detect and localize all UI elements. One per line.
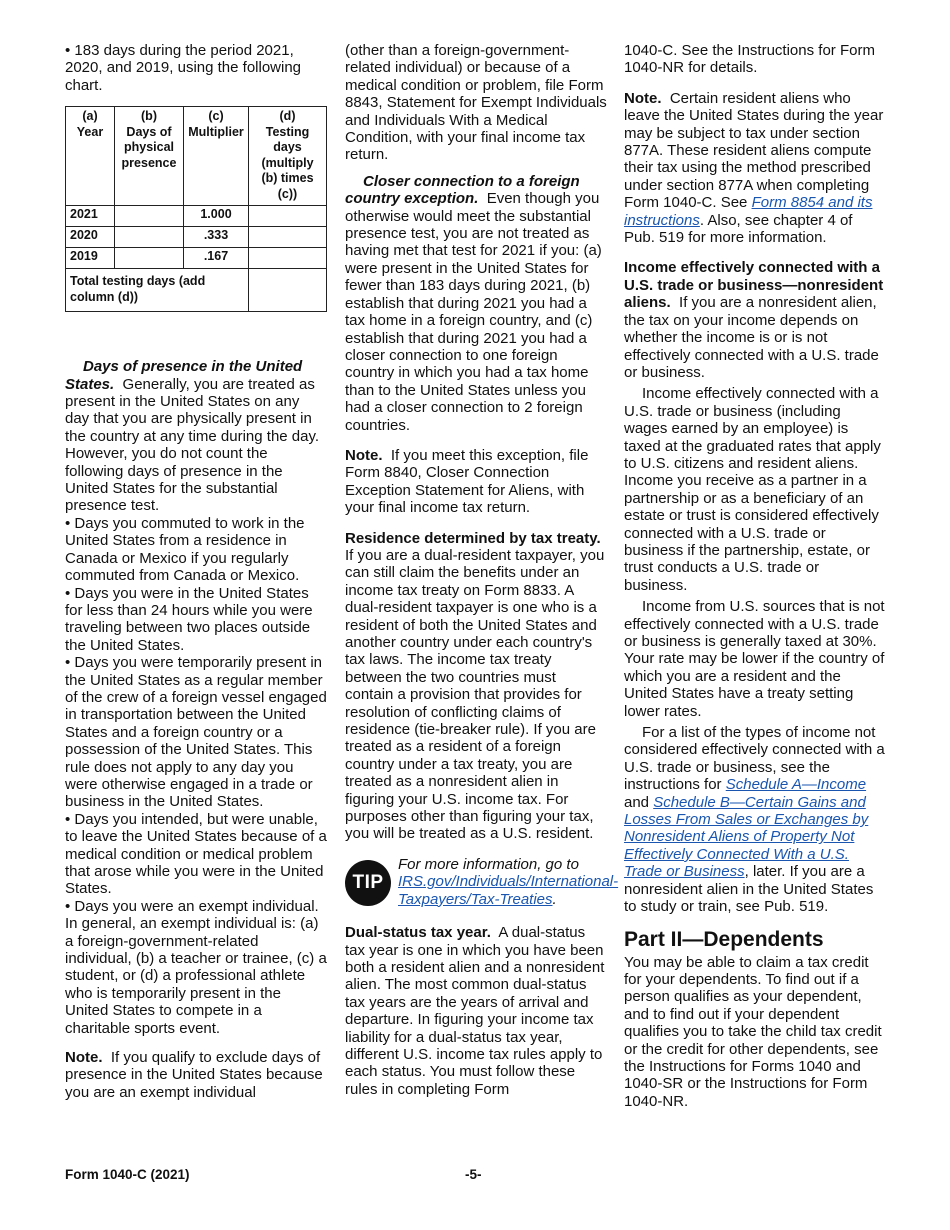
income-types-paragraph <box>624 724 886 915</box>
tip-link[interactable]: IRS.gov/Individuals/International-Taxpayers/Tax-Treaties <box>398 873 619 908</box>
eci-paragraph <box>624 259 886 381</box>
page-number: -5- <box>465 1167 482 1182</box>
table-row <box>66 248 327 269</box>
header-letter: (a) <box>82 109 98 124</box>
testing-days-cell <box>249 248 327 269</box>
schedule-a-link[interactable]: Schedule A—Income <box>725 776 867 794</box>
total-label: Total testing days (add column (d)) <box>66 269 249 312</box>
note-text: Certain resident aliens who leave the United States during the year may be subject to tax under section 877A. These resident aliens compute their tax using the method prescribed under section 877A when completing Form 1040-C. See <box>624 89 884 212</box>
note-paragraph <box>624 90 886 247</box>
header-label: Days of physical presence <box>121 124 177 170</box>
dependents-paragraph: You may be able to claim a tax credit for your dependents. To find out if a person qualifies as your dependent, and to find out if your dependent qualifies you to take the child tax credit or the credit for other dependents, see the Instructions for Forms 1040 and 1040-SR or the Instructions for Form 1040-NR. <box>624 953 882 1110</box>
residence-paragraph <box>345 530 607 843</box>
multiplier-cell: .167 <box>184 248 249 269</box>
form-8854-link[interactable]: Form 8854 and its instructions <box>624 194 873 229</box>
dual-text: A dual-status tax year is one in which you have been both a resident alien and a nonresident alien. The most common dual-status tax years are the years of arrival and departure. In figuring your income tax liability for a dual-status tax year, different U.S. income tax rules apply to each status. You must follow these rules in completing Form <box>345 924 605 1098</box>
header-label: Year <box>76 124 104 139</box>
closer-connection-paragraph <box>345 173 607 434</box>
testing-days-cell <box>249 206 327 227</box>
tip-intro: For more information, go to <box>398 855 579 873</box>
closer-text: Even though you otherwise would meet the substantial presence test, you are not treated as having met that test for 2021 if you: (a) were present in the United States for fewer than 183 days during 2021, (b) establish that during 2021 you had a tax home in a foreign country, and (c) establish that during 2021 you had a closer connection to one foreign country in which you had a tax home than to the United States unless you had a closer connection to 2 foreign countries. <box>345 190 602 434</box>
year-cell: 2020 <box>66 227 115 248</box>
eci-text: If you are a nonresident alien, the tax on your income depends on whether the income is or is not effectively connected with a U.S. trade or business. <box>624 294 879 381</box>
para4-end: , later. If you are a nonresident alien in the United States to study or train, see Pub. 519. <box>624 863 874 916</box>
note-label: Note. <box>624 89 662 107</box>
note-end: . Also, see chapter 4 of Pub. 519 for more information. <box>624 211 853 247</box>
total-cell <box>249 269 327 312</box>
note-text: If you meet this exception, file Form 8840, Closer Connection Exception Statement for Aliens, with your final income tax return. <box>345 446 589 517</box>
header-testing-days <box>249 107 327 206</box>
tip-icon: TIP <box>345 860 391 906</box>
para4-start: For a list of the types of income not considered effectively connected with a U.S. trade or business, see the instructions for <box>624 724 885 794</box>
eci-heading: Income effectively connected with a U.S. trade or business—nonresident aliens. <box>624 259 884 312</box>
part-ii-heading: Part II—Dependents <box>624 927 824 951</box>
tip-end: . <box>552 890 557 908</box>
note-label: Note. <box>65 1049 103 1067</box>
days-text: Generally, you are treated as present in the United States on any day that you are physically present in the country at any time during the day. However, you do not count the following days of presence in the United States for the substantial presence test. <box>65 375 320 515</box>
list-item: • Days you commuted to work in the United States from a residence in Canada or Mexico if you regularly commuted from Canada or Mexico. <box>65 515 327 585</box>
note-paragraph <box>65 1049 327 1101</box>
header-letter: (c) <box>208 109 224 124</box>
days-heading: Days of presence in the United States. <box>65 358 303 393</box>
column-2 <box>345 42 619 1098</box>
list-item: • Days you were an exempt individual. In general, an exempt individual is: (a) a foreign-government-related individual, (b) a teacher or trainee, (c) a student, or (d) a professional athlete who is temporarily present in the United States to compete in a charitable sports event. <box>65 898 327 1037</box>
residence-heading: Residence determined by tax treaty. <box>345 529 601 547</box>
tip-text <box>398 856 618 908</box>
column-3 <box>624 42 886 1110</box>
intro-bullet: • 183 days during the period 2021, 2020, and 2019, using the following chart. <box>65 42 327 94</box>
note-label: Note. <box>345 446 383 464</box>
testing-days-cell <box>249 227 327 248</box>
multiplier-cell: 1.000 <box>184 206 249 227</box>
year-cell: 2019 <box>66 248 115 269</box>
note-paragraph <box>345 447 607 517</box>
year-cell: 2021 <box>66 206 115 227</box>
header-label: Multiplier <box>188 124 244 139</box>
continued-paragraph: (other than a foreign-government-related individual) or because of a medical condition or problem, file Form 8843, Statement for Exempt Individuals and Individuals With a Medical Condition, with your final income tax return. <box>345 42 607 164</box>
dual-status-paragraph <box>345 924 607 1098</box>
table-row <box>66 227 327 248</box>
header-year <box>66 107 115 206</box>
list-item: • Days you were in the United States for less than 24 hours while you were traveling between two places outside the United States. <box>65 585 327 655</box>
closer-heading: Closer connection to a foreign country exception. <box>345 172 580 208</box>
schedule-b-link[interactable]: Schedule B—Certain Gains and Losses From Sales or Exchanges by Nonresident Aliens of Property Not Effectively Connected With a U.S. Trade or Business <box>624 793 869 881</box>
list-item: • Days you were temporarily present in the United States as a regular member of the crew of a foreign vessel engaged in transportation between the United States and a foreign country or a possession of the United States. This rule does not apply to any day you were otherwise engaged in a trade or business in the United States. <box>65 654 327 811</box>
residence-text: If you are a dual-resident taxpayer, you can still claim the benefits under an income tax treaty on Form 8833. A dual-resident taxpayer is one who is a resident of both the United States and another country under each country's tax laws. The income tax treaty between the two countries must contain a provision that provides for resolution of conflicting claims of residence (tie-breaker rule). If you are treated as a resident of a foreign country under a tax treaty, you are treated as a nonresident alien in figuring your U.S. income tax. For purposes other than figuring your tax, you will be treated as a U.S. resident. <box>345 546 605 843</box>
header-letter: (b) <box>141 109 157 124</box>
header-days <box>115 107 184 206</box>
days-cell <box>115 227 184 248</box>
continued-paragraph: 1040-C. See the Instructions for Form 1040-NR for details. <box>624 42 875 77</box>
list-item: • Days you intended, but were unable, to leave the United States because of a medical condition or medical problem that arose while you were in the United States. <box>65 811 327 898</box>
tip-box <box>345 855 619 908</box>
days-of-presence-paragraph <box>65 358 327 515</box>
table-row <box>66 206 327 227</box>
header-multiplier <box>184 107 249 206</box>
form-label: Form 1040-C (2021) <box>65 1167 190 1182</box>
column-1 <box>65 42 327 1101</box>
table-total-row <box>66 269 327 312</box>
header-label: Testing days (multiply (b) times (c)) <box>261 124 314 201</box>
not-eci-paragraph: Income from U.S. sources that is not effectively connected with a U.S. trade or business is generally taxed at 30%. Your rate may be lower if the country of which you are a resident and the United States have a treaty setting lower rates. <box>624 598 885 720</box>
para4-and: and <box>624 793 650 811</box>
days-cell <box>115 248 184 269</box>
note-text: If you qualify to exclude days of presence in the United States because you are an exempt individual <box>65 1049 323 1101</box>
dual-heading: Dual-status tax year. <box>345 924 491 942</box>
days-cell <box>115 206 184 227</box>
multiplier-cell: .333 <box>184 227 249 248</box>
testing-days-table <box>65 106 327 312</box>
table-header-row <box>66 107 327 206</box>
header-letter: (d) <box>279 109 296 124</box>
eci-taxed-paragraph: Income effectively connected with a U.S. trade or business (including wages earned by an employee) is taxed at the graduated rates that apply to U.S. citizens and resident aliens. Income you receive as a partner in a partnership or as a beneficiary of an estate or trust is considered effectively connected with a U.S. trade or business if the partnership, estate, or trust conducts a U.S. trade or business. <box>624 385 881 594</box>
